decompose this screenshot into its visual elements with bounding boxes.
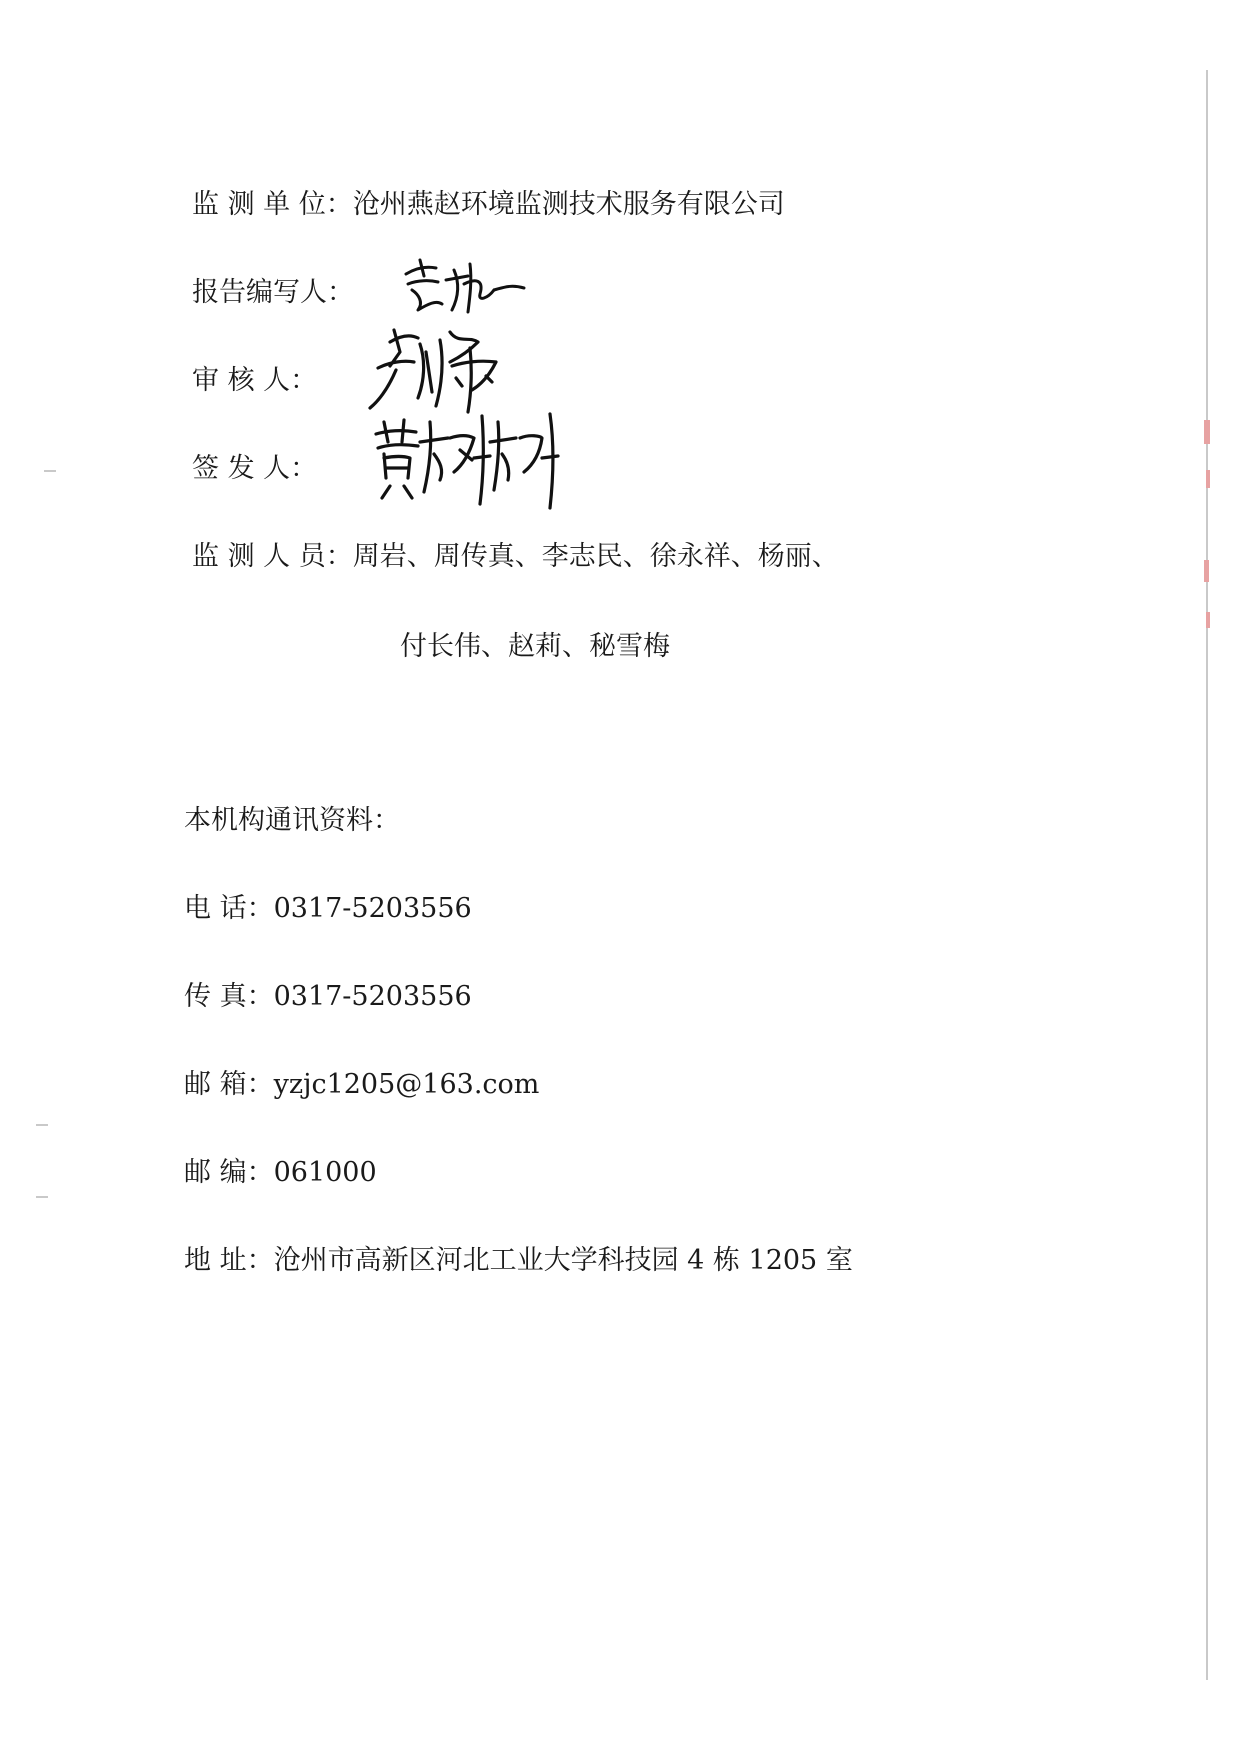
monitoring-unit-value: 沧州燕赵环境监测技术服务有限公司 xyxy=(352,189,785,220)
email-value: yzjc1205@163.com xyxy=(273,1069,540,1100)
issuer-label: 签 发 人： xyxy=(192,453,318,484)
staff-names-line2: 付长伟、赵莉、秘雪梅 xyxy=(400,631,670,662)
fax-label: 传 真： xyxy=(184,981,274,1012)
scan-mark xyxy=(36,1196,48,1198)
address-row xyxy=(184,1244,853,1278)
report-writer-row xyxy=(192,276,354,310)
issuer-signature xyxy=(370,408,560,512)
report-writer-signature xyxy=(398,254,528,318)
stamp-trace xyxy=(1206,612,1210,628)
phone-row xyxy=(184,892,472,926)
postcode-row xyxy=(184,1156,377,1190)
staff-row-continued xyxy=(400,630,670,664)
address-value: 沧州市高新区河北工业大学科技园 4 栋 1205 室 xyxy=(273,1245,853,1276)
phone-value: 0317-5203556 xyxy=(273,893,472,924)
scan-mark xyxy=(44,470,56,472)
phone-label: 电 话： xyxy=(184,893,274,924)
reviewer-row xyxy=(192,364,317,398)
reviewer-signature xyxy=(360,322,510,416)
fax-row xyxy=(184,980,472,1014)
monitoring-unit-label: 监 测 单 位： xyxy=(192,189,353,220)
report-writer-label: 报告编写人： xyxy=(192,277,354,308)
postcode-value: 061000 xyxy=(273,1157,377,1188)
staff-names-line1: 周岩、周传真、李志民、徐永祥、杨丽、 xyxy=(352,541,839,572)
scan-mark xyxy=(36,1124,48,1126)
scan-edge-line xyxy=(1206,70,1208,1680)
staff-row xyxy=(192,540,839,574)
email-row xyxy=(184,1068,539,1102)
reviewer-label: 审 核 人： xyxy=(192,365,318,396)
monitoring-unit-row xyxy=(192,188,785,222)
address-label: 地 址： xyxy=(184,1245,274,1276)
staff-label: 监 测 人 员： xyxy=(192,541,353,572)
contact-heading-text: 本机构通讯资料： xyxy=(184,805,400,836)
stamp-trace xyxy=(1206,470,1210,488)
email-label: 邮 箱： xyxy=(184,1069,274,1100)
postcode-label: 邮 编： xyxy=(184,1157,274,1188)
contact-heading xyxy=(184,804,400,838)
issuer-row xyxy=(192,452,317,486)
stamp-trace xyxy=(1204,560,1209,582)
stamp-trace xyxy=(1204,420,1210,444)
fax-value: 0317-5203556 xyxy=(273,981,472,1012)
